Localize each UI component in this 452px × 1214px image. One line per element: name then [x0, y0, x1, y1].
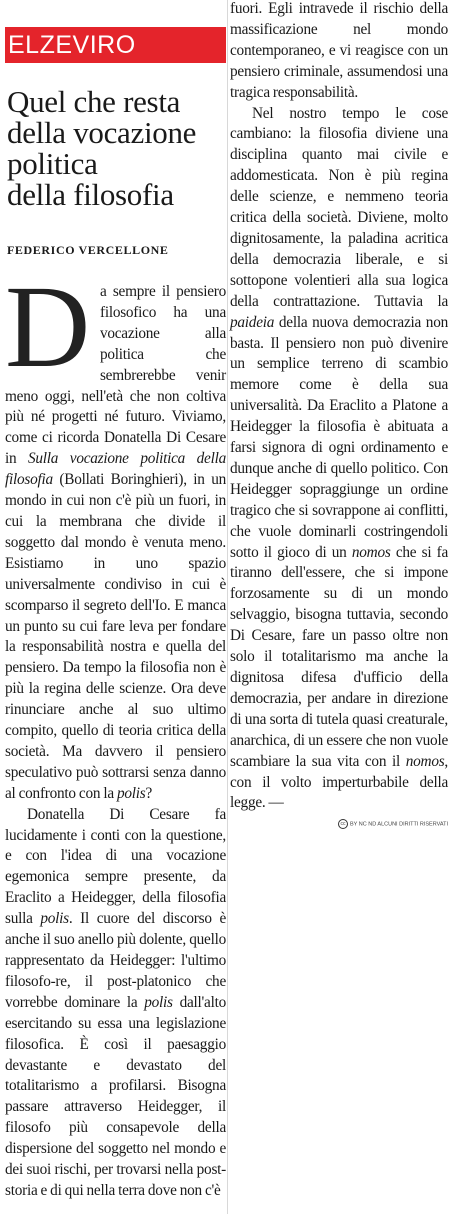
emphasis-nomos: nomos [405, 752, 445, 770]
article-body-right [230, 0, 448, 814]
headline-line: politica [7, 146, 98, 181]
text-run: che si fa tiranno dell'essere, che si impone forzosamente su di un mondo selvaggio, bisogna tuttavia, secondo Di Cesare, fare un passo oltre non solo il totalitarismo ma anche la dignitosa difesa d'ufficio della democrazia, per andare in direzione di una sorta di tutela quasi creaturale, anarchica, di un essere che non vuole scambiare la sua vita con il [230, 543, 448, 770]
text-run: . Il cuore del discorso è anche il suo anello più dolente, quello rappresentato da Heidegger: l'ultimo filosofo-re, il post-platonico che vorrebbe dominare la [5, 910, 226, 1011]
text-run: (Bollati Boringhieri), in un mondo in cui non c'è più un fuori, in cui la membrana che divide il soggetto dal mondo è venuta meno. Esistiamo in uno spazio universalmente condiviso in cui è scomparso il segreto dell'Io. E manca un punto su cui fare leva per fondare la responsabilità nostra e quella del pensiero. Da tempo la filosofia non è più la regina delle scienze. Ora deve rinunciare anche al suo ultimo compito, quello di teoria critica della società. Ma davvero il pensiero speculativo può sottrarsi senza danno al confronto con la [5, 471, 226, 802]
paragraph-3 [230, 104, 448, 815]
right-column [230, 0, 448, 829]
text-run: Donatella Di Cesare fa lucidamente i conti con la questione, e con l'idea di una vocazione egemonica sempre presente, da Eraclito a Heidegger, della filosofia sulla [5, 805, 226, 928]
emphasis-polis: polis [144, 993, 173, 1011]
text-run: , con il volto imperturbabile della legge. — [230, 752, 448, 812]
author-byline: FEDERICO VERCELLONE [7, 243, 169, 257]
book-title: Sulla vocazione politica della filosofia [5, 450, 226, 489]
text-run: dall'alto esercitando su essa una legislazione filosofica. È così il paesaggio devastante e devastato del totalitarismo a profilarsi. Bisogna passare attraverso Heidegger, il filosofo più consapevole della dispersione del soggetto nel mondo e dei suoi rischi, per trovarsi nella post-storia e di qui nella terra dove non c'è [5, 993, 226, 1199]
headline-line: della vocazione [7, 115, 197, 150]
emphasis-polis: polis [116, 784, 146, 802]
license-note [230, 819, 448, 829]
headline [7, 86, 226, 210]
paragraph-2 [5, 805, 226, 1202]
emphasis-paideia: paideia [230, 313, 275, 331]
text-run: ? [145, 784, 152, 802]
drop-cap: D [5, 261, 90, 392]
text-run: Nel nostro tempo le cose cambiano: la filosofia diviene una disciplina quanto mai civile e addomesticata. Non è più regina delle scienze, e nemmeno teoria critica della società. Diviene, molto dignitosamente, la paladina acritica della democrazia liberale, e si sottopone volentieri alla sua logica della contrattazione. Tuttavia la [230, 104, 448, 310]
article-body-left [5, 261, 226, 1202]
text-run: a sempre il pensiero filosofico ha una vocazione alla politica che sembrerebbe venir meno oggi, nell'età che non coltiva più né progetti né futuro. Viviamo, come ci ricorda Donatella Di Cesare in [5, 283, 226, 468]
emphasis-polis: polis [40, 910, 69, 928]
left-column [5, 0, 226, 1202]
emphasis-nomos: nomos [351, 543, 391, 561]
license-text: BY NC ND ALCUNI DIRITTI RISERVATI [350, 821, 448, 828]
section-label: ELZEVIRO [5, 27, 226, 63]
cc-icon: cc [338, 819, 348, 829]
paragraph-2-continued: fuori. Egli intravede il rischio della massificazione nel mondo contemporaneo, e vi reagisce con un pensiero criminale, assumendosi una tragica responsabilità. [230, 0, 448, 101]
column-divider [227, 0, 228, 1214]
paragraph-1 [5, 261, 226, 805]
text-run: della nuova democrazia non basta. Il pensiero non può divenire un semplice terreno di scambio memore come è della sua universalità. Da Eraclito a Platone a Heidegger la filosofia è abituata a farsi signora di ogni ordinamento e dunque anche di quello politico. Con Heidegger sopraggiunge un ordine tragico che si sovrappone ai conflitti, che vuole dominarli costringendoli sotto il gioco di un [230, 313, 448, 561]
headline-line: Quel che resta [7, 84, 181, 119]
headline-line: della filosofia [7, 177, 174, 212]
